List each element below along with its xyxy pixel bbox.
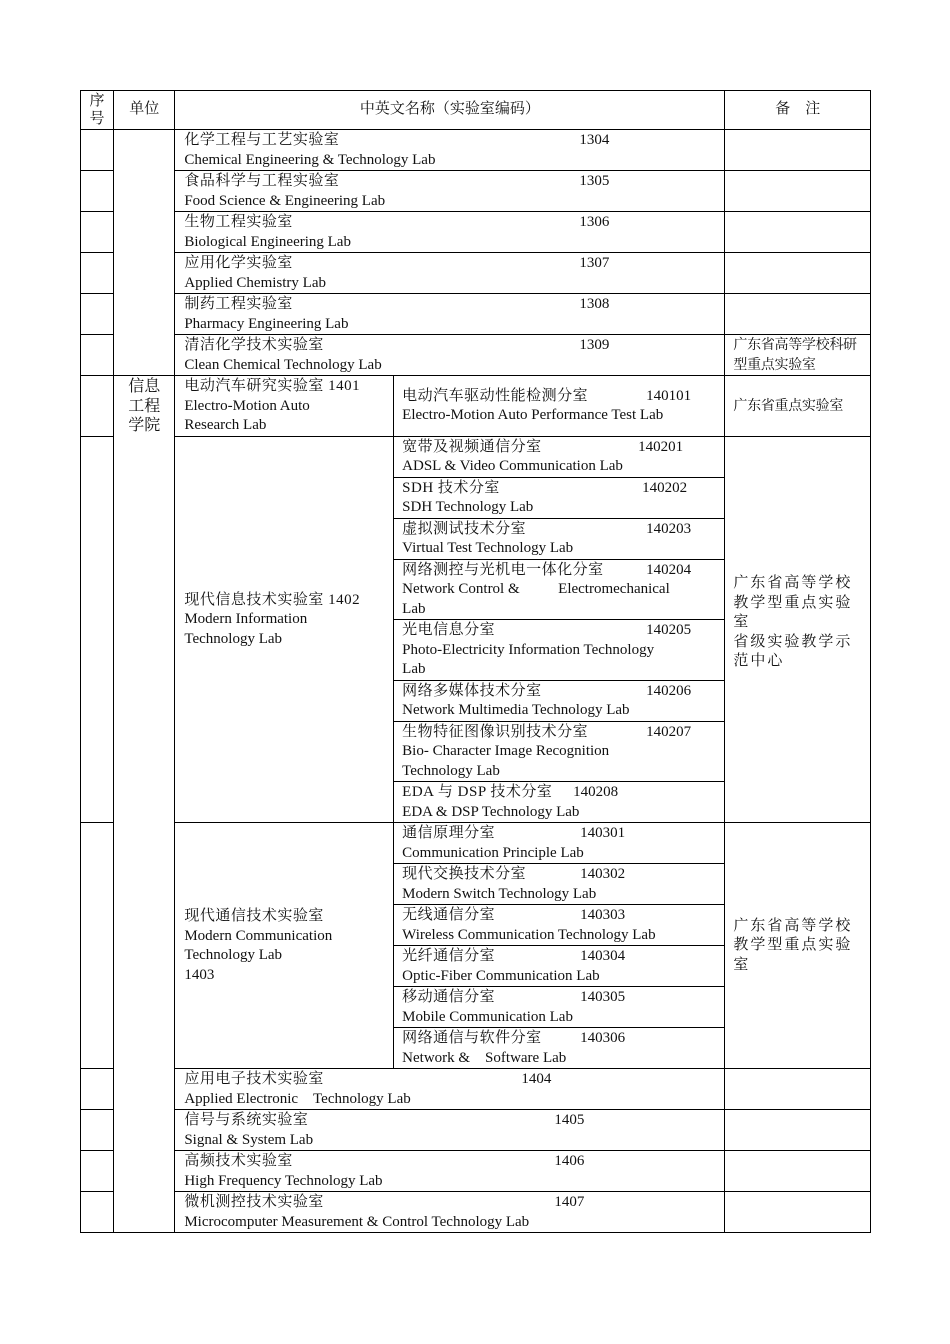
sub-lab-cell	[394, 477, 725, 518]
lab-name-cell	[175, 823, 394, 1069]
header-note: 备 注	[725, 91, 871, 130]
sub-lab-cell	[394, 987, 725, 1028]
sub-lab-code: 140201	[638, 438, 684, 455]
lab-code: 1304	[579, 132, 610, 148]
note-cell	[725, 1192, 871, 1233]
sub-lab-cell	[394, 864, 725, 905]
seq-cell	[81, 335, 114, 376]
lab-name-cell	[175, 130, 725, 171]
lab-code: 1306	[579, 214, 610, 230]
sub-lab-code: 140306	[580, 1030, 626, 1046]
sub-lab-zh: 网络通信与软件分室	[402, 1030, 542, 1046]
lab-name-cell	[175, 1151, 725, 1192]
lab-name-cell	[175, 212, 725, 253]
sub-lab-cell	[394, 1028, 725, 1069]
lab-code: 1403	[184, 966, 215, 983]
lab-name-cell	[175, 253, 725, 294]
lab-name-en: Biological Engineering Lab	[184, 233, 351, 250]
lab-name-en: High Frequency Technology Lab	[184, 1172, 383, 1189]
lab-name-en: Pharmacy Engineering Lab	[184, 315, 349, 332]
lab-name-cell	[175, 335, 725, 376]
lab-name-en: Signal & System Lab	[184, 1131, 314, 1148]
note-line: 教学型重点实验	[733, 594, 853, 611]
table-header-row	[81, 91, 871, 130]
lab-name-cell	[175, 436, 394, 823]
lab-name-en: Electro-Motion Auto	[184, 397, 310, 414]
sub-lab-cell	[394, 680, 725, 721]
table-row-1403	[81, 823, 871, 864]
lab-name-zh: 微机测控技术实验室	[184, 1194, 324, 1210]
lab-name-zh: 应用化学实验室	[184, 255, 293, 271]
lab-name-zh: 生物工程实验室	[184, 214, 293, 230]
lab-name-zh: 应用电子技术实验室	[184, 1071, 324, 1087]
lab-table-container	[80, 90, 871, 1233]
sub-lab-cell	[394, 823, 725, 864]
lab-code: 1305	[579, 173, 610, 189]
sub-lab-en: Network & Software Lab	[402, 1049, 567, 1066]
seq-cell	[81, 1110, 114, 1151]
table-row	[81, 130, 871, 171]
note-cell	[725, 130, 871, 171]
sub-lab-zh: 网络测控与光机电一体化分室	[402, 561, 604, 578]
sub-lab-code: 140206	[646, 682, 692, 699]
sub-lab-zh: 电动汽车驱动性能检测分室	[402, 387, 589, 404]
sub-lab-zh: 生物特征图像识别技术分室	[402, 723, 589, 740]
unit-cell-info	[114, 376, 175, 1233]
sub-lab-en: SDH Technology Lab	[402, 499, 534, 515]
lab-code: 1309	[579, 337, 610, 353]
seq-cell	[81, 1192, 114, 1233]
table-row	[81, 1069, 871, 1110]
sub-lab-zh: SDH 技术分室	[402, 479, 500, 496]
lab-name-zh: 制药工程实验室	[184, 296, 293, 312]
note-cell	[725, 171, 871, 212]
lab-name-en: Technology Lab	[184, 947, 283, 963]
lab-code: 1404	[521, 1071, 552, 1087]
lab-name-zh: 现代信息技术实验室 1402	[184, 591, 361, 608]
table-row	[81, 212, 871, 253]
sub-lab-cell	[394, 620, 725, 681]
lab-name-zh: 信号与系统实验室	[184, 1112, 309, 1128]
table-row-1402	[81, 436, 871, 477]
table-row	[81, 1192, 871, 1233]
seq-cell	[81, 1151, 114, 1192]
lab-name-en: Clean Chemical Technology Lab	[184, 356, 382, 373]
seq-cell	[81, 823, 114, 1069]
header-name: 中英文名称（实验室编码）	[175, 91, 725, 130]
sub-lab-en: ADSL & Video Communication Lab	[402, 458, 623, 474]
lab-name-en: Research Lab	[184, 417, 267, 433]
sub-lab-code: 140302	[580, 866, 626, 882]
note-text: 广东省重点实验室	[733, 398, 844, 414]
note-cell	[725, 1151, 871, 1192]
seq-cell	[81, 130, 114, 171]
lab-name-cell	[175, 1110, 725, 1151]
table-row	[81, 253, 871, 294]
note-line: 广东省高等学校	[733, 917, 853, 934]
sub-lab-en-2: Lab	[402, 600, 426, 617]
seq-cell	[81, 1069, 114, 1110]
note-cell	[725, 294, 871, 335]
sub-lab-en-2: Lab	[402, 661, 426, 677]
note-line: 省级实验教学示	[733, 633, 853, 650]
sub-lab-code: 140301	[580, 825, 626, 841]
note-line: 范中心	[733, 653, 785, 669]
lab-name-en: Food Science & Engineering Lab	[184, 192, 386, 209]
header-unit: 单位	[114, 91, 175, 130]
sub-lab-zh: 通信原理分室	[402, 825, 496, 841]
sub-lab-cell	[394, 436, 725, 477]
seq-cell	[81, 253, 114, 294]
sub-lab-en: Mobile Communication Lab	[402, 1008, 573, 1025]
sub-lab-en: Photo-Electricity Information Technology	[402, 641, 655, 658]
lab-name-zh: 电动汽车研究实验室 1401	[184, 378, 361, 394]
sub-lab-cell	[394, 782, 725, 823]
note-cell	[725, 1069, 871, 1110]
lab-name-en: Modern Information	[184, 611, 308, 627]
sub-lab-code: 140304	[580, 948, 626, 964]
seq-cell	[81, 294, 114, 335]
sub-lab-code: 140203	[646, 520, 692, 537]
sub-lab-code: 140101	[646, 387, 692, 404]
note-cell	[725, 1110, 871, 1151]
lab-code: 1407	[554, 1194, 585, 1210]
sub-lab-code: 140205	[646, 622, 692, 638]
note-line: 教学型重点实验	[733, 937, 853, 954]
note-cell	[725, 212, 871, 253]
sub-lab-zh: 光电信息分室	[402, 622, 496, 638]
sub-lab-en-2: Technology Lab	[402, 762, 500, 779]
seq-cell	[81, 436, 114, 823]
header-seq: 序 号	[81, 91, 114, 130]
lab-code: 1405	[554, 1112, 585, 1128]
sub-lab-code: 140208	[573, 784, 619, 800]
table-row-1401	[81, 376, 871, 437]
lab-name-zh: 化学工程与工艺实验室	[184, 132, 340, 148]
lab-name-zh: 清洁化学技术实验室	[184, 337, 324, 353]
lab-name-zh: 食品科学与工程实验室	[184, 173, 340, 189]
sub-lab-zh: 网络多媒体技术分室	[402, 682, 542, 699]
sub-lab-en: Virtual Test Technology Lab	[402, 540, 574, 556]
lab-name-cell	[175, 294, 725, 335]
sub-lab-zh: 无线通信分室	[402, 907, 496, 923]
sub-lab-zh: 现代交换技术分室	[402, 866, 527, 882]
sub-lab-en: EDA & DSP Technology Lab	[402, 803, 580, 820]
sub-lab-cell	[394, 518, 725, 559]
seq-cell	[81, 212, 114, 253]
lab-name-cell	[175, 1069, 725, 1110]
sub-lab-cell	[394, 376, 725, 437]
sub-lab-zh: 光纤通信分室	[402, 948, 496, 964]
note-cell	[725, 436, 871, 823]
lab-name-cell	[175, 171, 725, 212]
table-row	[81, 1151, 871, 1192]
lab-name-zh: 高频技术实验室	[184, 1153, 293, 1169]
note-text: 广东省高等学校科研型重点实验室	[733, 338, 857, 373]
lab-code: 1307	[579, 255, 610, 271]
table-row	[81, 335, 871, 376]
lab-code: 1406	[554, 1153, 585, 1169]
unit-name: 信息 工程 学院	[128, 378, 161, 434]
sub-lab-code: 140204	[646, 561, 692, 578]
note-line: 室	[733, 614, 751, 630]
sub-lab-cell	[394, 905, 725, 946]
unit-cell-chem	[114, 130, 175, 376]
sub-lab-en: Communication Principle Lab	[402, 844, 584, 861]
note-line: 广东省高等学校	[733, 575, 853, 591]
lab-name-cell	[175, 376, 394, 437]
seq-cell	[81, 171, 114, 212]
table-row	[81, 294, 871, 335]
sub-lab-zh: 移动通信分室	[402, 989, 496, 1005]
sub-lab-zh: EDA 与 DSP 技术分室	[402, 784, 553, 800]
table-row	[81, 171, 871, 212]
sub-lab-cell	[394, 946, 725, 987]
sub-lab-code: 140303	[580, 907, 626, 923]
sub-lab-code: 140202	[642, 479, 688, 496]
sub-lab-code: 140207	[646, 723, 692, 740]
sub-lab-code: 140305	[580, 989, 626, 1005]
table-row	[81, 1110, 871, 1151]
sub-lab-en: Optic-Fiber Communication Lab	[402, 967, 600, 984]
sub-lab-en: Bio- Character Image Recognition	[402, 743, 610, 759]
lab-name-en: Technology Lab	[184, 630, 283, 647]
lab-name-en: Applied Electronic Technology Lab	[184, 1090, 411, 1107]
lab-name-en: Modern Communication	[184, 927, 333, 944]
note-cell	[725, 823, 871, 1069]
sub-lab-cell	[394, 721, 725, 782]
seq-cell	[81, 376, 114, 437]
sub-lab-en: Modern Switch Technology Lab	[402, 885, 597, 902]
sub-lab-en: Electro-Motion Auto Performance Test Lab	[402, 407, 664, 424]
sub-lab-en: Wireless Communication Technology Lab	[402, 926, 656, 943]
note-cell	[725, 253, 871, 294]
lab-name-en: Chemical Engineering & Technology Lab	[184, 151, 436, 168]
sub-lab-en: Network Multimedia Technology Lab	[402, 702, 630, 718]
sub-lab-cell	[394, 559, 725, 620]
note-cell	[725, 335, 871, 376]
note-cell	[725, 376, 871, 437]
lab-code: 1308	[579, 296, 610, 312]
lab-name-cell	[175, 1192, 725, 1233]
sub-lab-zh: 虚拟测试技术分室	[402, 520, 527, 537]
lab-name-en: Applied Chemistry Lab	[184, 274, 326, 291]
lab-name-zh: 现代通信技术实验室	[184, 908, 324, 924]
sub-lab-zh: 宽带及视频通信分室	[402, 438, 542, 455]
note-line: 室	[733, 956, 751, 973]
lab-table	[80, 90, 871, 1233]
sub-lab-en: Network Control & Electromechanical	[402, 581, 670, 597]
lab-name-en: Microcomputer Measurement & Control Technology Lab	[184, 1213, 530, 1230]
